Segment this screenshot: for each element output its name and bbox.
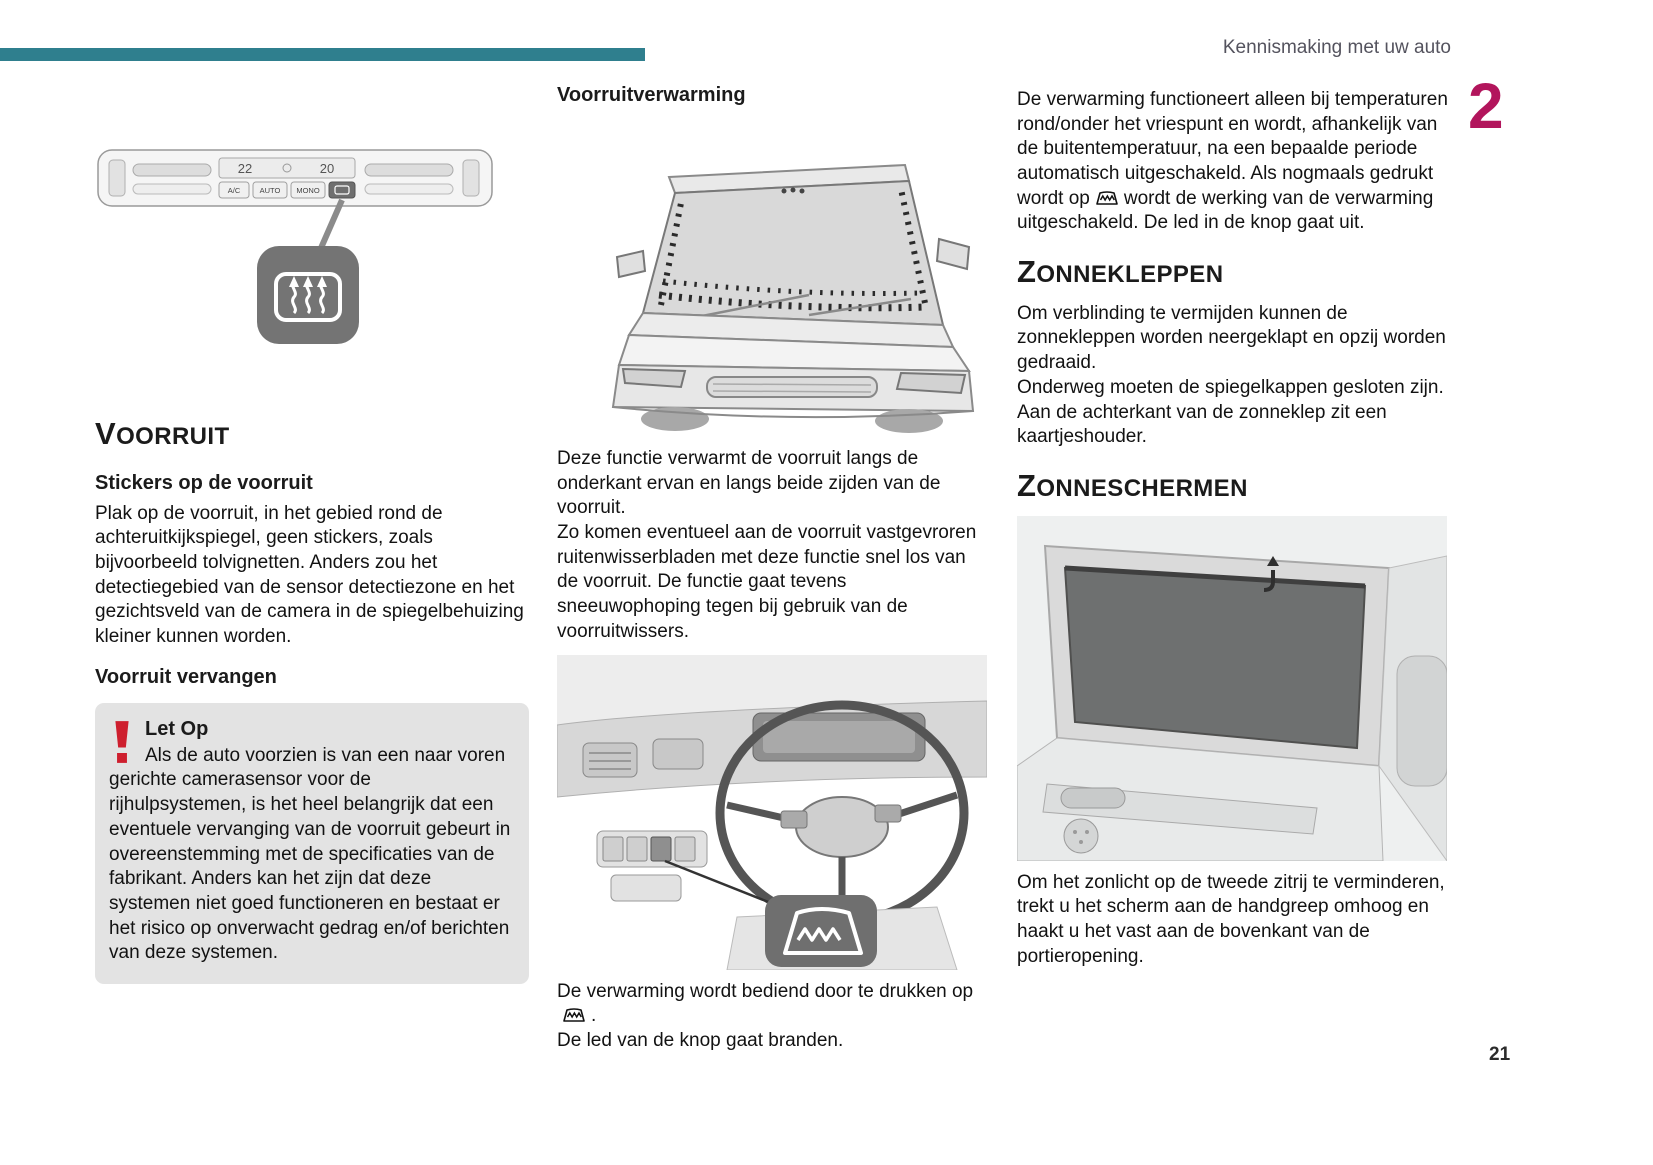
auto-button-label: AUTO bbox=[259, 186, 281, 195]
warning-text: Als de auto voorzien is van een naar voren gerichte camerasensor voor de rijhulpsystemen, is het heel belangrijk dat een eventuele vervanging van de voorruit gebeurt in overeenstemming met de specificaties van de fabrikant. Anders kan het zijn dat deze systemen niet goed functioneren en bestaat er het risico op onverwacht gedrag en/of berichten van deze systemen. bbox=[109, 744, 511, 964]
paragraph-function-2: Zo komen eventueel aan de voorruit vastgevroren ruitenwisserbladen met deze functie snel los van de voorruit. De functie gaat tevens sneeuwophoping tegen bij gebruik van de voorruitwissers. bbox=[557, 522, 977, 642]
paragraph-zonnekleppen-3: Aan de achterkant van de zonneklep zit een kaartjeshouder. bbox=[1017, 401, 1387, 448]
subheading-voorruitverwarming: Voorruitverwarming bbox=[557, 84, 746, 106]
paragraph-zonneschermen: Om het zonlicht op de tweede zitrij te verminderen, trekt u het scherm aan de handgreep omhoog en haakt u het vast aan de bovenkant van de portieropening. bbox=[1017, 871, 1445, 967]
rear-window-heating-icon bbox=[257, 246, 359, 344]
mono-button-label: MONO bbox=[296, 186, 320, 195]
warning-title: Let Op bbox=[145, 717, 209, 740]
windshield-heating-icon bbox=[562, 1007, 586, 1023]
van-windshield-illustration bbox=[557, 119, 987, 439]
section-title-zonneschermen: ZONNESCHERMEN bbox=[1017, 467, 1248, 503]
warning-box bbox=[95, 703, 529, 984]
paragraph-function-1: Deze functie verwarmt de voorruit langs de onderkant ervan en langs beide zijden van de voorruit. bbox=[557, 448, 941, 519]
chapter-number: 2 bbox=[1468, 70, 1504, 142]
temp-display-right: 20 bbox=[319, 161, 335, 176]
chapter-header-label: Kennismaking met uw auto bbox=[1222, 37, 1451, 58]
operation-text-after-icon: . bbox=[591, 1005, 597, 1027]
temp-display-left: 22 bbox=[237, 161, 253, 176]
right-column bbox=[1017, 88, 1451, 969]
windshield-heating-icon bbox=[765, 895, 877, 967]
paragraph-zonnekleppen-1: Om verblinding te vermijden kunnen de zonnekleppen worden neergeklapt en opzij worden gedraaid. bbox=[1017, 302, 1446, 374]
header-accent-bar bbox=[0, 48, 645, 61]
middle-column bbox=[557, 84, 991, 1054]
paragraph-operation bbox=[557, 980, 991, 1029]
warning-exclamation-icon bbox=[111, 721, 133, 763]
section-title-zonnekleppen: ZONNEKLEPPEN bbox=[1017, 254, 1224, 290]
section-title-voorruit: VOORRUIT bbox=[95, 416, 230, 451]
climate-control-panel-illustration bbox=[95, 140, 495, 352]
dashboard-interior-illustration bbox=[557, 655, 987, 970]
left-column bbox=[95, 140, 529, 984]
operation-text-before-icon: De verwarming wordt bediend door te drukken op bbox=[557, 980, 974, 1002]
paragraph-led: De led van de knop gaat branden. bbox=[557, 1029, 844, 1051]
windshield-heating-icon bbox=[1095, 190, 1119, 206]
paragraph-stickers: Plak op de voorruit, in het gebied rond de achteruitkijkspiegel, geen stickers, zoals bijvoorbeeld tolvignetten. Anders zou het detectiegebied van de sensor detectiezone en het gezichtsveld van de camera in de spiegelbehuizing kleiner kunnen worden. bbox=[95, 502, 524, 648]
conditions-text-after-icon: wordt de werking van de verwarming uitgeschakeld. De led in de knop gaat uit. bbox=[1017, 187, 1434, 234]
sunshade-illustration bbox=[1017, 516, 1447, 861]
paragraph-zonnekleppen-2: Onderweg moeten de spiegelkappen gesloten zijn. bbox=[1017, 376, 1444, 398]
rear-demist-button bbox=[329, 182, 355, 198]
ac-button-label: A/C bbox=[227, 186, 241, 195]
page-number: 21 bbox=[1489, 1044, 1511, 1065]
paragraph-heating-conditions bbox=[1017, 88, 1451, 236]
subheading-stickers: Stickers op de voorruit bbox=[95, 471, 313, 494]
conditions-text-before-icon: De verwarming functioneert alleen bij temperaturen rond/onder het vriespunt en wordt, afhankelijk van de buitentemperatuur, na een bepaalde periode automatisch uitgeschakeld. Als nogmaals gedrukt wordt op bbox=[1017, 89, 1448, 209]
subheading-voorruit-vervangen: Voorruit vervangen bbox=[95, 665, 277, 688]
